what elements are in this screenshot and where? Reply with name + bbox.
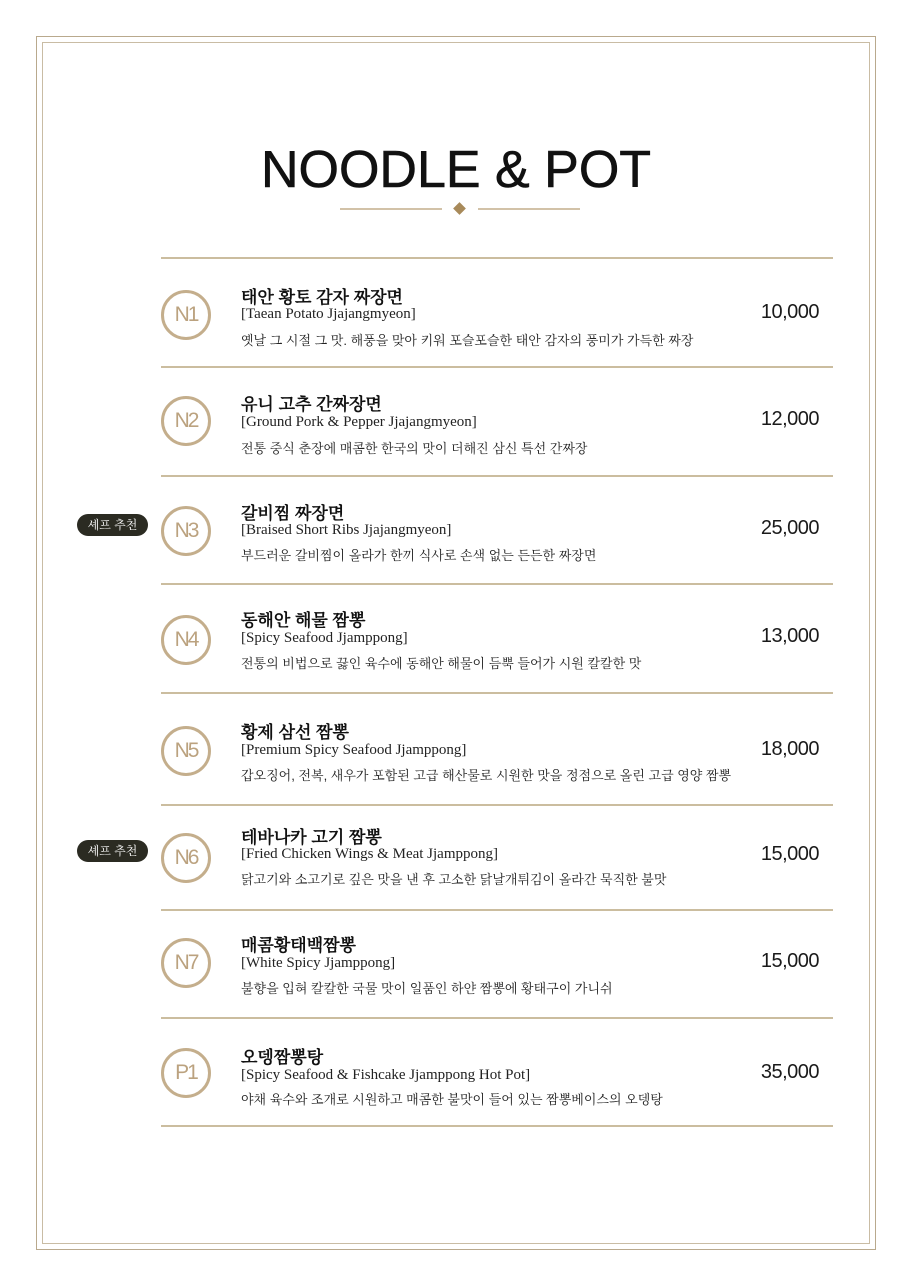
item-name-en: [Spicy Seafood & Fishcake Jjamppong Hot Pot]: [241, 1067, 531, 1083]
page-title: NOODLE & POT: [260, 141, 652, 199]
item-code-badge: N2: [161, 396, 211, 446]
item-description: 전통 중식 춘장에 매콤한 한국의 맛이 더해진 삼신 특선 간짜장: [241, 441, 588, 456]
item-name-en: [Braised Short Ribs Jjajangmyeon]: [241, 522, 452, 538]
menu-item-n2: [161, 368, 833, 475]
item-name-ko: 오뎅짬뽕탕: [241, 1048, 324, 1067]
item-description: 부드러운 갈비찜이 올라가 한끼 식사로 손색 없는 든든한 짜장면: [241, 548, 597, 563]
item-code-badge: N4: [161, 615, 211, 665]
chef-recommend-tag: 셰프 추천: [77, 514, 148, 536]
item-name-en: [White Spicy Jjamppong]: [241, 955, 396, 971]
item-name-en: [Ground Pork & Pepper Jjajangmyeon]: [241, 414, 477, 430]
item-description: 전통의 비법으로 끓인 육수에 동해안 해물이 듬뿍 들어가 시원 칼칼한 맛: [241, 656, 642, 671]
menu-item-n6: [161, 806, 833, 909]
item-code-badge: P1: [161, 1048, 211, 1098]
item-description: 옛날 그 시절 그 맛. 해풍을 맞아 키워 포슬포슬한 태안 감자의 풍미가 가득한 짜장: [241, 333, 694, 348]
item-name-en: [Spicy Seafood Jjamppong]: [241, 630, 408, 646]
item-name-ko: 매콤황태백짬뽕: [241, 936, 356, 955]
item-name-ko: 유니 고추 간짜장면: [241, 395, 382, 414]
item-name-en: [Taean Potato Jjajangmyeon]: [241, 306, 416, 322]
item-description: 야채 육수와 조개로 시원하고 매콤한 불맛이 들어 있는 짬뽕베이스의 오뎅탕: [241, 1092, 663, 1107]
item-name-ko: 동해안 해물 짬뽕: [241, 611, 366, 630]
item-name-en: [Fried Chicken Wings & Meat Jjamppong]: [241, 846, 498, 862]
item-price: 35,000: [760, 1061, 819, 1083]
item-price: 15,000: [760, 843, 819, 865]
item-code-badge: N6: [161, 833, 211, 883]
menu-item-n1: [161, 259, 833, 366]
item-code-badge: N7: [161, 938, 211, 988]
item-name-ko: 태안 황토 감자 짜장면: [241, 288, 403, 307]
item-name-en: [Premium Spicy Seafood Jjamppong]: [241, 742, 467, 758]
item-price: 15,000: [760, 950, 819, 972]
item-name-ko: 테바나카 고기 짬뽕: [241, 828, 382, 847]
menu-item-n4: [161, 585, 833, 692]
menu-item-n3: [161, 477, 833, 583]
menu-item-n5: [161, 694, 833, 804]
chef-recommend-tag: 셰프 추천: [77, 840, 148, 862]
item-description: 불향을 입혀 칼칼한 국물 맛이 일품인 하얀 짬뽕에 황태구이 가니쉬: [241, 981, 613, 996]
item-price: 13,000: [760, 625, 819, 647]
item-code-badge: N3: [161, 506, 211, 556]
title-divider-ornament: [338, 200, 582, 218]
item-code-badge: N1: [161, 290, 211, 340]
item-price: 25,000: [760, 517, 819, 539]
item-price: 12,000: [760, 408, 819, 430]
menu-item-p1: [161, 1019, 833, 1125]
item-name-ko: 갈비찜 짜장면: [241, 504, 345, 523]
item-name-ko: 황제 삼선 짬뽕: [241, 723, 349, 742]
item-description: 닭고기와 소고기로 깊은 맛을 낸 후 고소한 닭날개튀김이 올라간 묵직한 불맛: [241, 872, 667, 887]
item-code-badge: N5: [161, 726, 211, 776]
item-price: 18,000: [760, 738, 819, 760]
menu-list: [161, 257, 833, 1127]
menu-divider: [161, 1125, 833, 1127]
item-description: 갑오징어, 전복, 새우가 포함된 고급 해산물로 시원한 맛을 정점으로 올린 고급 영양 짬뽕: [241, 768, 732, 783]
menu-item-n7: [161, 911, 833, 1017]
item-price: 10,000: [760, 301, 819, 323]
